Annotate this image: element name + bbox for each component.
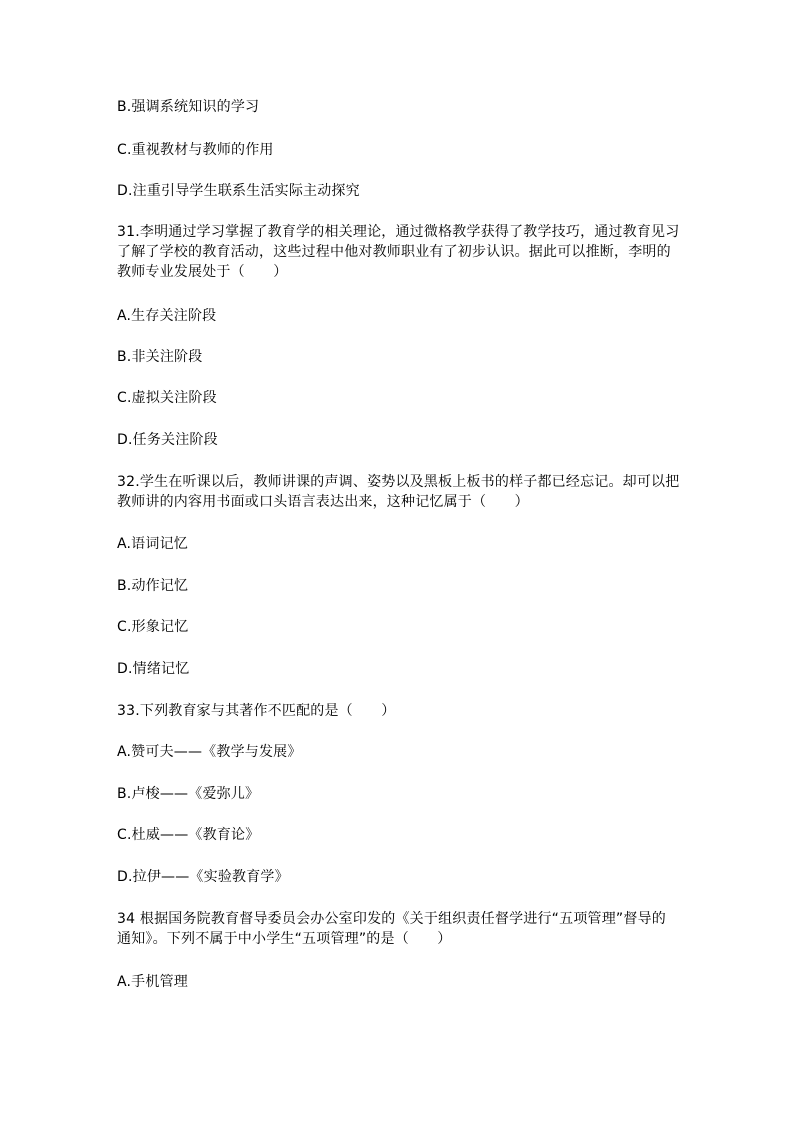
text-line: B.卢梭——《爱弥儿》 [117,786,260,802]
text-line: B.强调系统知识的学习 [117,99,260,115]
answer-option [117,784,259,804]
text-line: A.赞可夫——《教学与发展》 [117,744,302,760]
question-stem [117,909,666,949]
text-line: D.注重引导学生联系生活实际主动探究 [117,183,360,199]
question-stem [117,472,679,512]
question-stem [117,222,679,282]
text-line: 通知》。下列不属于中小学生“五项管理”的是（ ） [117,931,452,947]
answer-option [117,181,360,201]
answer-option [117,306,216,326]
answer-option [117,576,188,596]
answer-option [117,388,217,408]
text-line: A.语词记忆 [117,536,188,552]
text-line: C.虚拟关注阶段 [117,390,217,406]
answer-option [117,659,189,679]
text-line: D.任务关注阶段 [117,432,218,448]
answer-option [117,430,218,450]
text-line: 了解了学校的教育活动，这些过程中他对教师职业有了初步认识。据此可以推断，李明的 [117,244,671,260]
text-line: C.形象记忆 [117,619,189,635]
question-stem [117,701,395,721]
text-line: B.非关注阶段 [117,349,203,365]
answer-option [117,867,289,887]
answer-option [117,742,302,762]
text-line: 33.下列教育家与其著作不匹配的是（ ） [117,703,396,719]
answer-option [117,617,188,637]
text-line: 31.李明通过学习掌握了教育学的相关理论，通过微格教学获得了教学技巧，通过教育见习 [117,224,680,240]
text-line: C.重视教材与教师的作用 [117,142,274,158]
answer-option [117,825,259,845]
text-line: A.生存关注阶段 [117,308,217,324]
text-line: D.拉伊——《实验教育学》 [117,869,289,885]
text-line: 34 根据国务院教育督导委员会办公室印发的《关于组织责任督学进行“五项管理”督导的 [117,911,666,927]
text-line: 教师讲的内容用书面或口头语言表达出来，这种记忆属于（ ） [117,494,529,510]
text-line: A.手机管理 [117,974,188,990]
text-line: B.动作记忆 [117,578,189,594]
text-line: C.杜威——《教育论》 [117,827,260,843]
answer-option [117,140,274,160]
text-line: D.情绪记忆 [117,661,190,677]
answer-option [117,534,188,554]
answer-option [117,972,188,992]
text-line: 32.学生在听课以后，教师讲课的声调、姿势以及黑板上板书的样子都已经忘记。却可以把 [117,474,680,490]
text-line: 教师专业发展处于（ ） [117,264,288,280]
answer-option [117,347,202,367]
answer-option [117,97,259,117]
